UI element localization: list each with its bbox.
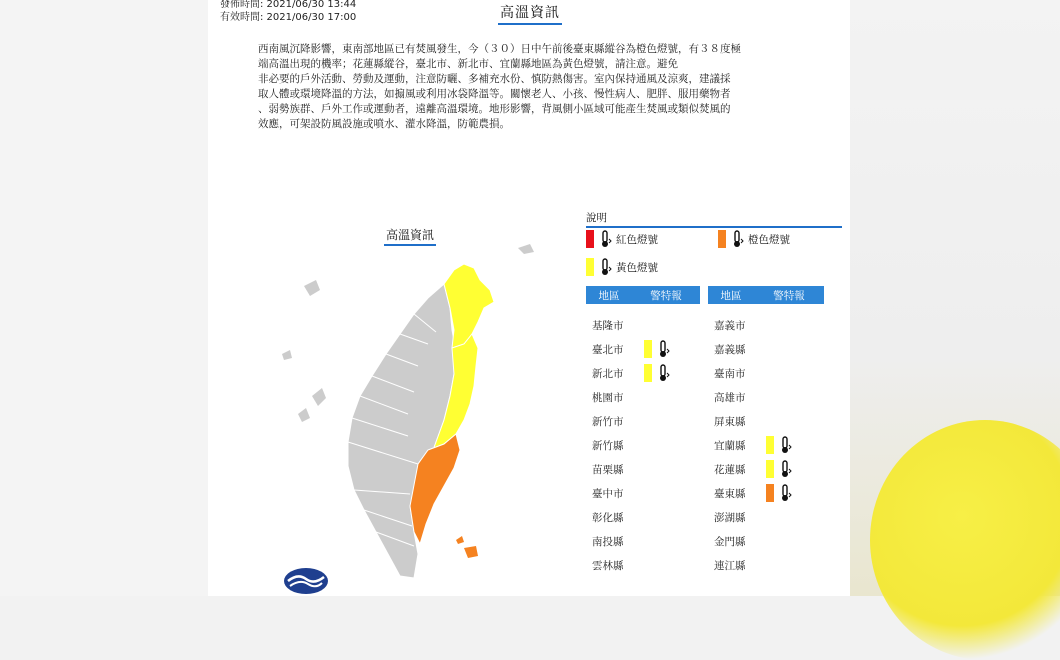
table-header-left (586, 286, 700, 304)
thermometer-icon (598, 230, 612, 248)
region-name: 連江縣 (714, 559, 746, 572)
page-title: 高溫資訊 (498, 2, 562, 25)
region-name: 臺北市 (592, 343, 624, 356)
region-row (714, 340, 766, 358)
map-title: 高溫資訊 (384, 226, 436, 246)
region-row (592, 484, 644, 502)
region-row (714, 556, 766, 574)
map-island-turtle (518, 244, 534, 254)
map-island-penghu-2 (298, 408, 310, 422)
background-left (0, 0, 208, 596)
legend-title: 說明 (586, 210, 842, 228)
region-name: 嘉義縣 (714, 343, 746, 356)
region-row (714, 364, 766, 382)
thermometer-icon (778, 460, 792, 478)
map-island-kinmen (304, 280, 320, 296)
region-row (592, 388, 644, 406)
region-row (592, 460, 644, 478)
region-name: 南投縣 (592, 535, 624, 548)
table-header-right (708, 286, 824, 304)
taiwan-map (268, 236, 548, 586)
region-name: 宜蘭縣 (714, 439, 746, 452)
region-row (592, 316, 644, 334)
thermometer-icon (656, 340, 670, 358)
thermometer-icon (598, 258, 612, 276)
map-island-matsu (282, 350, 292, 360)
header-region: 地區 (598, 289, 620, 302)
thermometer-icon (730, 230, 744, 248)
region-name: 新北市 (592, 367, 624, 380)
warning-indicator-yellow (766, 460, 792, 478)
yellow-chip (644, 364, 652, 382)
region-name: 高雄市 (714, 391, 746, 404)
yellow-chip (644, 340, 652, 358)
legend-red (586, 230, 658, 248)
region-name: 桃園市 (592, 391, 624, 404)
region-name: 臺中市 (592, 487, 624, 500)
yellow-chip (766, 460, 774, 478)
region-row (592, 340, 670, 358)
map-island-green (464, 546, 478, 558)
map-island-penghu-1 (312, 388, 326, 406)
thermometer-icon (778, 436, 792, 454)
region-row (592, 532, 644, 550)
legend-yellow (586, 258, 658, 276)
region-row (592, 436, 644, 454)
region-name: 嘉義市 (714, 319, 746, 332)
yellow-chip (586, 258, 594, 276)
description-text: 西南風沉降影響，東南部地區已有焚風發生，今（３０）日中午前後臺東縣縱谷為橙色燈號，有３８度極 端高溫出現的機率；花蓮縣縱谷，臺北市、新北市、宜蘭縣地區為黃色燈號，請注意。避免 非必要的戶外活動、勞動及運動，注意防曬、多補充水份、慎防熱傷害。室內保持通風及涼爽，建議採 取人體或環境降溫的方法，如搧風或利用冰袋降溫等。關懷老人、小孩、慢性病人、肥胖、服用藥物者 、弱勢族群、戶外工作或運動者，遠離高溫環境。地形影響，背風側小區域可能產生焚風或類似焚風的 效應，可架設防風設施或噴水、灌水降溫，防範農損。 (258, 43, 741, 130)
warning-indicator-orange (766, 484, 792, 502)
warning-indicator-yellow (766, 436, 792, 454)
region-row (714, 412, 766, 430)
region-name: 臺南市 (714, 367, 746, 380)
region-row (714, 508, 766, 526)
warning-indicator-yellow (644, 340, 670, 358)
orange-chip (718, 230, 726, 248)
legend-red-label: 紅色燈號 (616, 233, 658, 246)
header-region: 地區 (720, 289, 742, 302)
region-row (714, 316, 766, 334)
valid-time: 有效時間: 2021/06/30 17:00 (220, 12, 357, 23)
legend-yellow-label: 黃色燈號 (616, 261, 658, 274)
region-row (714, 436, 792, 454)
thermometer-icon (656, 364, 670, 382)
issue-time: 發佈時間: 2021/06/30 13:44 (220, 0, 357, 10)
thermometer-icon (778, 484, 792, 502)
region-name: 新竹縣 (592, 439, 624, 452)
region-row (592, 508, 644, 526)
red-chip (586, 230, 594, 248)
region-name: 新竹市 (592, 415, 624, 428)
region-name: 彰化縣 (592, 511, 624, 524)
region-row (714, 532, 766, 550)
region-name: 屏東縣 (714, 415, 746, 428)
region-name: 臺東縣 (714, 487, 746, 500)
heat-info-page (208, 0, 850, 596)
cwb-logo-icon (282, 566, 330, 596)
region-name: 雲林縣 (592, 559, 624, 572)
region-name: 澎湖縣 (714, 511, 746, 524)
orange-chip (766, 484, 774, 502)
region-name: 金門縣 (714, 535, 746, 548)
region-row (714, 388, 766, 406)
region-name: 基隆市 (592, 319, 624, 332)
region-name: 苗栗縣 (592, 463, 624, 476)
legend-orange (718, 230, 790, 248)
map-island-orchid (456, 536, 464, 544)
warning-indicator-yellow (644, 364, 670, 382)
region-row (714, 484, 792, 502)
region-row (714, 460, 792, 478)
legend-orange-label: 橙色燈號 (748, 233, 790, 246)
issue-meta (220, 0, 356, 24)
region-row (592, 412, 644, 430)
region-name: 花蓮縣 (714, 463, 746, 476)
header-warning: 警特報 (773, 289, 805, 302)
region-row (592, 364, 670, 382)
header-warning: 警特報 (650, 289, 682, 302)
yellow-chip (766, 436, 774, 454)
region-row (592, 556, 644, 574)
